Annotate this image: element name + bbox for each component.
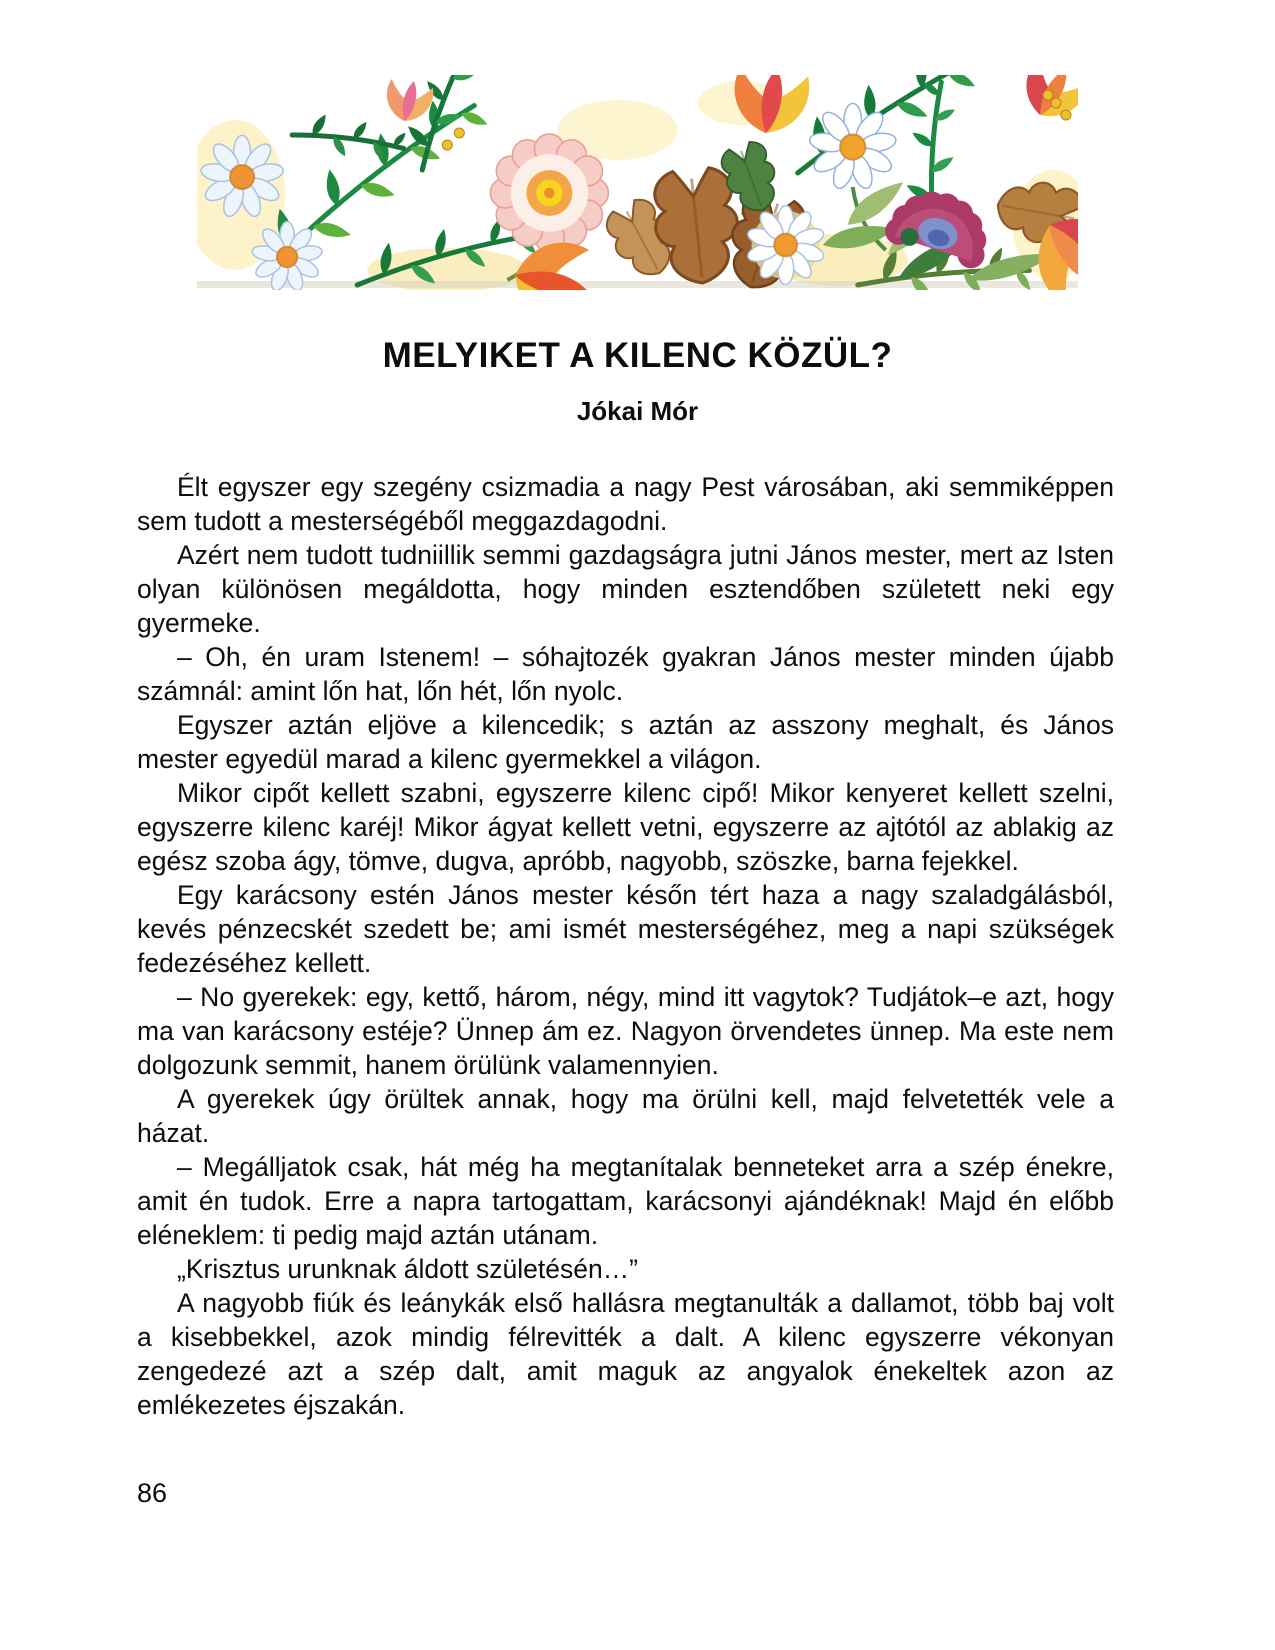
paragraph: Egy karácsony estén János mester későn tért haza a nagy szaladgálásból, kevés pénzecskét szedett be; ami ismét mesterségéhez, meg a napi szükségek fedezéséhez kellett.: [137, 880, 1114, 978]
paragraph: A gyerekek úgy örültek annak, hogy ma örülni kell, majd felvetették vele a házat.: [137, 1084, 1114, 1148]
page-number: 86: [137, 1478, 168, 1508]
folk-floral-border-icon: [197, 75, 1078, 290]
page-title: MELYIKET A KILENC KÖZÜL?: [382, 336, 893, 375]
floral-border-illustration: [197, 75, 1078, 290]
paragraph: Azért nem tudott tudniillik semmi gazdagságra jutni János mester, mert az Isten olyan különösen megáldotta, hogy minden esztendőben született neki egy gyermeke.: [137, 540, 1114, 638]
paragraph: – No gyerekek: egy, kettő, három, négy, mind itt vagytok? Tudjátok–e azt, hogy ma van karácsony estéje? Ünnep ám ez. Nagyon örvendetes ünnep. Ma este nem dolgozunk semmit, hanem örülünk valamennyien.: [137, 982, 1114, 1080]
paragraph: Élt egyszer egy szegény csizmadia a nagy Pest városában, aki semmiképpen sem tudott a mesterségéből meggazdagodni.: [137, 472, 1114, 536]
paragraph: Egyszer aztán eljöve a kilencedik; s aztán az asszony meghalt, és János mester egyedül marad a kilenc gyermekkel a világon.: [137, 710, 1114, 774]
story-text: [137, 470, 1114, 1422]
paragraph: A nagyobb fiúk és leánykák első hallásra megtanulták a dallamot, több baj volt a kisebbekkel, azok mindig félrevitték a dalt. A kilenc egyszerre vékonyan zengedezé azt a szép dalt, amit maguk az angyalok énekeltek azon az emlékezetes éjszakán.: [137, 1288, 1114, 1420]
paragraph: – Oh, én uram Istenem! – sóhajtozék gyakran János mester minden újabb számnál: amint lőn hat, lőn hét, lőn nyolc.: [137, 642, 1114, 706]
paragraph: – Megálljatok csak, hát még ha megtanítalak benneteket arra a szép énekre, amit én tudok. Erre a napra tartogattam, karácsonyi ajándéknak! Majd én előbb eléneklem: ti pedig majd aztán utánam.: [137, 1152, 1114, 1250]
author-name: Jókai Mór: [576, 396, 699, 426]
paragraph: „Krisztus urunknak áldott születésén…”: [177, 1254, 639, 1284]
paragraph: Mikor cipőt kellett szabni, egyszerre kilenc cipő! Mikor kenyeret kellett szelni, egyszerre kilenc karéj! Mikor ágyat kellett vetni, egyszerre az ajtótól az ablakig az egész szoba ágy, tömve, dugva, apróbb, nagyobb, szöszke, barna fejekkel.: [137, 778, 1114, 876]
